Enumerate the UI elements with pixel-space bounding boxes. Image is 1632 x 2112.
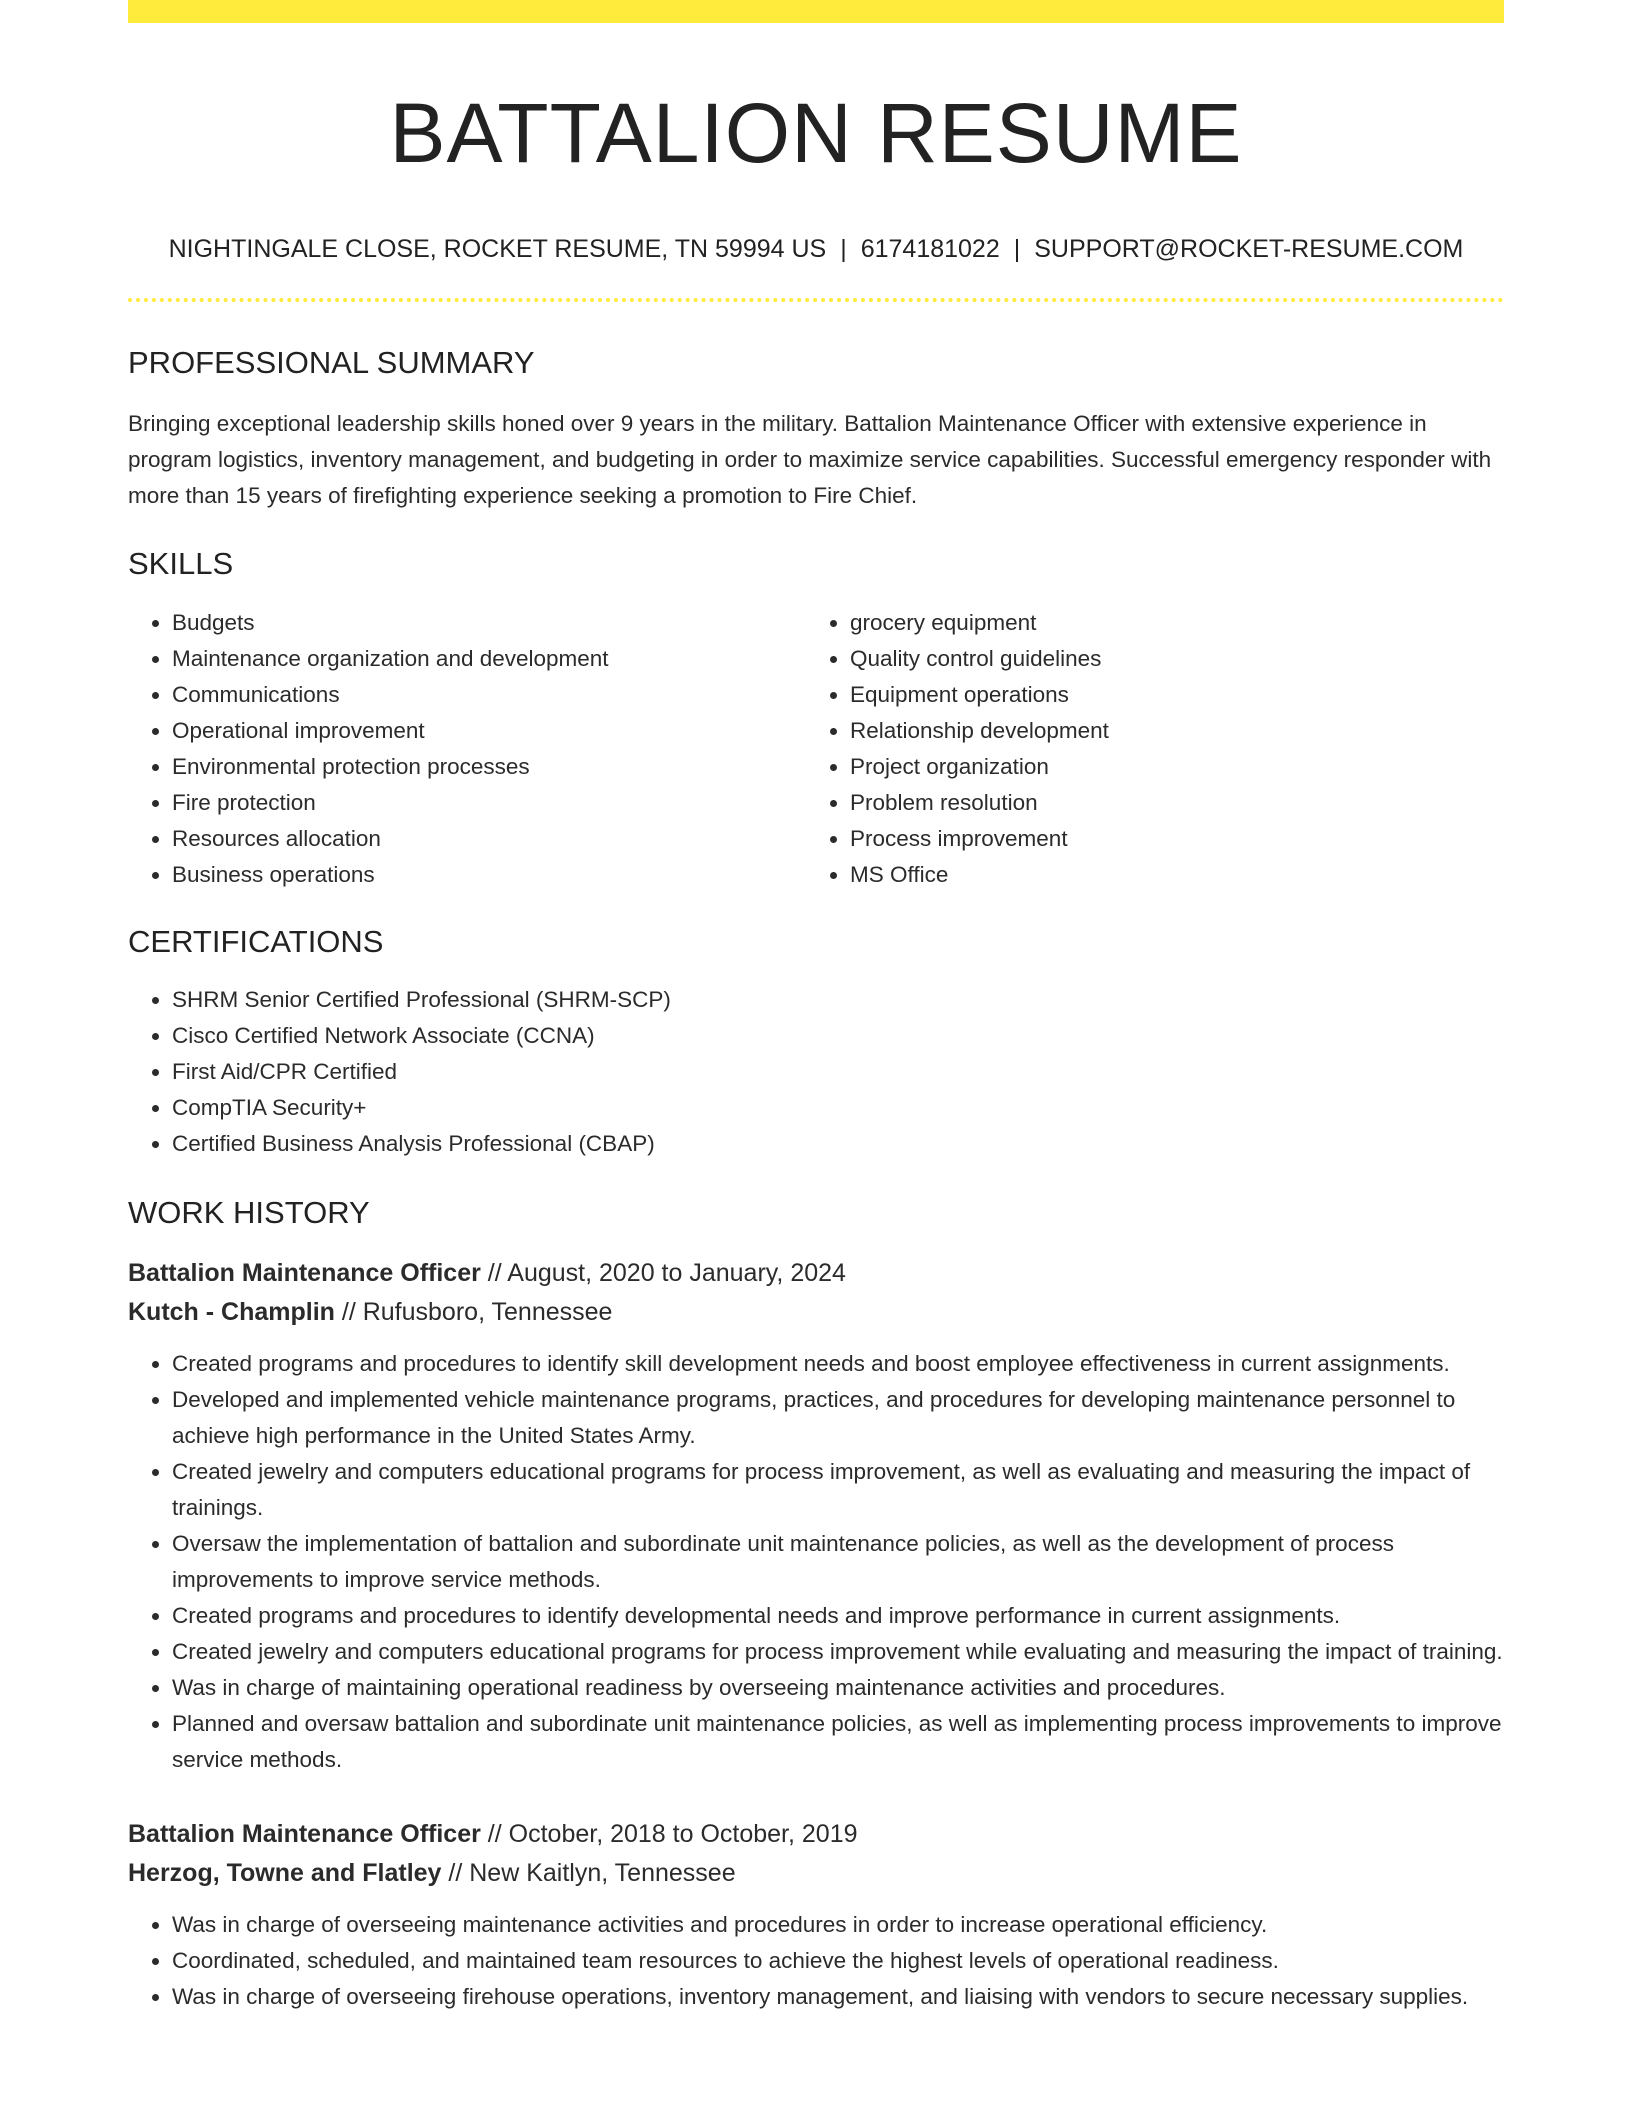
contact-address: NIGHTINGALE CLOSE, ROCKET RESUME, TN 59994 US [168, 235, 827, 263]
job-company: Kutch - Champlin [128, 1298, 335, 1326]
contact-phone: 6174181022 [860, 235, 1000, 263]
job-bullet: • Was in charge of overseeing firehouse operations, inventory management, and liaising with vendors to secure necessary supplies. [172, 1979, 1504, 2015]
job-title-line [128, 1815, 1504, 1854]
skill-item: • Quality control guidelines [850, 641, 1484, 677]
skill-item: • Process improvement [850, 821, 1484, 857]
skill-item: • Project organization [850, 749, 1484, 785]
job-bullet: • Created jewelry and computers educational programs for process improvement while evaluating and measuring the impact of training. [172, 1634, 1504, 1670]
job-role: Battalion Maintenance Officer [128, 1259, 481, 1287]
skill-item: • Budgets [172, 605, 806, 641]
skill-item: • Relationship development [850, 713, 1484, 749]
job-bullets [128, 1346, 1504, 1778]
resume-name: BATTALION RESUME [389, 86, 1243, 180]
job-bullet: • Planned and oversaw battalion and subordinate unit maintenance policies, as well as implementing process improvements to improve service methods. [172, 1706, 1504, 1778]
contact-separator: | [1013, 235, 1021, 263]
skill-item: • Equipment operations [850, 677, 1484, 713]
job-location: // New Kaitlyn, Tennessee [441, 1859, 736, 1887]
dotted-divider [128, 298, 1504, 302]
job-company-line [128, 1854, 1504, 1893]
skill-item: • Communications [172, 677, 806, 713]
skill-item: • grocery equipment [850, 605, 1484, 641]
job-title-line [128, 1254, 1504, 1293]
job-bullet: • Coordinated, scheduled, and maintained team resources to achieve the highest levels of operational readiness. [172, 1943, 1504, 1979]
job-location: // Rufusboro, Tennessee [334, 1298, 613, 1326]
certification-item: • CompTIA Security+ [172, 1090, 1504, 1126]
job-dates: // October, 2018 to October, 2019 [480, 1820, 858, 1848]
resume-page [128, 0, 1504, 2015]
job-bullet: • Created programs and procedures to identify skill development needs and boost employee effectiveness in current assignments. [172, 1346, 1504, 1382]
summary-heading: PROFESSIONAL SUMMARY [128, 345, 535, 380]
certifications-heading: CERTIFICATIONS [128, 924, 384, 959]
job-bullets [128, 1907, 1504, 2015]
certification-item: • Certified Business Analysis Professional (CBAP) [172, 1126, 1504, 1162]
work-history-heading: WORK HISTORY [128, 1195, 370, 1230]
job-bullet: • Was in charge of maintaining operational readiness by overseeing maintenance activities and procedures. [172, 1670, 1504, 1706]
contact-separator: | [840, 235, 847, 263]
job-bullet: • Created jewelry and computers educational programs for process improvement, as well as evaluating and measuring the impact of trainings. [172, 1454, 1504, 1526]
certifications-list [128, 982, 1504, 1162]
job-bullet: • Oversaw the implementation of battalion and subordinate unit maintenance policies, as well as the development of process improvements to improve service methods. [172, 1526, 1504, 1598]
skill-item: • Environmental protection processes [172, 749, 806, 785]
job-bullet: • Developed and implemented vehicle maintenance programs, practices, and procedures for developing maintenance personnel to achieve high performance in the United States Army. [172, 1382, 1504, 1454]
job-bullet: • Created programs and procedures to identify developmental needs and improve performance in current assignments. [172, 1598, 1504, 1634]
certification-item: • SHRM Senior Certified Professional (SHRM-SCP) [172, 982, 1504, 1018]
skills-column-left [128, 605, 806, 893]
summary-text: Bringing exceptional leadership skills honed over 9 years in the military. Battalion Maintenance Officer with extensive experience in program logistics, inventory management, and budgeting in order to maximize service capabilities. Successful emergency responder with more than 15 years of firefighting experience seeking a promotion to Fire Chief. [128, 411, 1492, 508]
skills-grid [128, 605, 1504, 893]
skills-list-left [128, 605, 806, 893]
job-role: Battalion Maintenance Officer [128, 1820, 481, 1848]
certification-item: • First Aid/CPR Certified [172, 1054, 1504, 1090]
job-dates: // August, 2020 to January, 2024 [480, 1259, 846, 1287]
skill-item: • Problem resolution [850, 785, 1484, 821]
certification-item: • Cisco Certified Network Associate (CCNA) [172, 1018, 1504, 1054]
skills-list-right [806, 605, 1484, 893]
skill-item: • Maintenance organization and development [172, 641, 806, 677]
skills-heading: SKILLS [128, 546, 234, 581]
job-company: Herzog, Towne and Flatley [128, 1859, 442, 1887]
skill-item: • MS Office [850, 857, 1484, 893]
skill-item: • Fire protection [172, 785, 806, 821]
skill-item: • Operational improvement [172, 713, 806, 749]
contact-email: SUPPORT@ROCKET-RESUME.COM [1034, 235, 1464, 263]
job-bullet: • Was in charge of overseeing maintenance activities and procedures in order to increase operational efficiency. [172, 1907, 1504, 1943]
contact-line [128, 233, 1504, 265]
skill-item: • Resources allocation [172, 821, 806, 857]
top-accent-bar [128, 0, 1504, 23]
job-company-line [128, 1293, 1504, 1332]
skill-item: • Business operations [172, 857, 806, 893]
skills-column-right [806, 605, 1484, 893]
